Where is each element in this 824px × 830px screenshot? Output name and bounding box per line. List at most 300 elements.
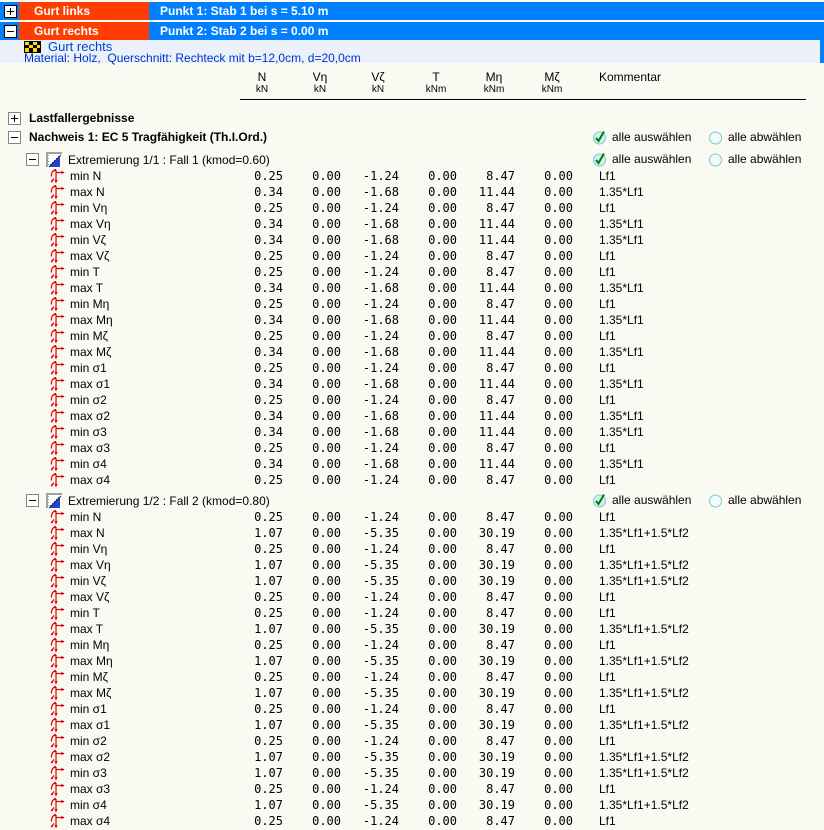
value-cell: 0.00	[428, 361, 457, 375]
row-comment: Lf1	[599, 265, 616, 279]
value-cell: -1.68	[362, 217, 399, 231]
value-cell: -1.68	[362, 233, 399, 247]
selection-controls	[592, 492, 824, 508]
result-row[interactable]	[0, 376, 824, 392]
value-cell: 0.00	[312, 377, 341, 391]
result-row[interactable]	[0, 312, 824, 328]
value-cell: 0.00	[544, 233, 573, 247]
value-cell: 0.00	[544, 734, 573, 748]
row-comment: 1.35*Lf1	[599, 457, 644, 471]
row-label: min σ2	[70, 734, 107, 748]
local-axes-icon	[49, 376, 66, 392]
result-row[interactable]	[0, 621, 824, 637]
row-label: max N	[70, 185, 105, 199]
value-cell: 8.47	[486, 814, 515, 828]
value-cell: 0.25	[254, 814, 283, 828]
value-cell: 0.00	[544, 798, 573, 812]
value-cell: 0.00	[428, 265, 457, 279]
row-label: max Vη	[70, 217, 111, 231]
value-cell: 0.00	[544, 686, 573, 700]
result-row[interactable]	[0, 669, 824, 685]
row-comment: 1.35*Lf1	[599, 313, 644, 327]
value-cell: 0.00	[428, 750, 457, 764]
value-cell: 0.00	[544, 814, 573, 828]
row-comment: 1.35*Lf1	[599, 185, 644, 199]
value-cell: 0.00	[544, 393, 573, 407]
row-comment: 1.35*Lf1+1.5*Lf2	[599, 622, 689, 636]
row-label: min T	[70, 606, 100, 620]
result-row[interactable]	[0, 717, 824, 733]
row-comment: Lf1	[599, 297, 616, 311]
row-comment: Lf1	[599, 393, 616, 407]
result-row[interactable]	[0, 360, 824, 376]
row-comment: 1.35*Lf1	[599, 281, 644, 295]
value-cell: -5.35	[362, 558, 399, 572]
row-comment: 1.35*Lf1+1.5*Lf2	[599, 686, 689, 700]
column-header-kommentar: Kommentar	[599, 70, 662, 84]
value-cell: -1.24	[362, 249, 399, 263]
section-name-tab[interactable]: Gurt links	[19, 2, 149, 20]
row-label: max σ1	[70, 377, 111, 391]
local-axes-icon	[49, 781, 66, 797]
local-axes-icon	[49, 701, 66, 717]
row-comment: Lf1	[599, 782, 616, 796]
result-row[interactable]	[0, 589, 824, 605]
row-comment: 1.35*Lf1	[599, 377, 644, 391]
tree-node-nachweis-1[interactable]	[0, 129, 824, 145]
value-cell: 0.00	[428, 297, 457, 311]
value-cell: -1.24	[362, 169, 399, 183]
deselect-all-label[interactable]: alle abwählen	[728, 152, 802, 166]
select-all-label[interactable]: alle auswählen	[612, 130, 692, 144]
local-axes-icon	[49, 216, 66, 232]
value-cell: 0.34	[254, 313, 283, 327]
local-axes-icon	[49, 765, 66, 781]
value-cell: 0.34	[254, 377, 283, 391]
group-header[interactable]	[0, 151, 824, 168]
result-row[interactable]	[0, 200, 824, 216]
local-axes-icon	[49, 456, 66, 472]
collapse-icon[interactable]	[4, 25, 17, 38]
collapse-icon[interactable]	[8, 131, 21, 144]
value-cell: 0.25	[254, 265, 283, 279]
local-axes-icon	[49, 328, 66, 344]
value-cell: 0.25	[254, 606, 283, 620]
row-comment: Lf1	[599, 542, 616, 556]
value-cell: 0.00	[312, 622, 341, 636]
group-rows	[0, 168, 824, 488]
value-cell: 0.00	[428, 622, 457, 636]
row-comment: 1.35*Lf1	[599, 425, 644, 439]
row-label: max T	[70, 622, 104, 636]
value-cell: 0.00	[428, 734, 457, 748]
local-axes-icon	[49, 392, 66, 408]
value-cell: 0.00	[544, 185, 573, 199]
value-cell: 8.47	[486, 201, 515, 215]
value-cell: 11.44	[478, 217, 515, 231]
row-label: max σ3	[70, 441, 111, 455]
value-cell: 1.07	[254, 750, 283, 764]
column-header-t: T	[432, 70, 440, 84]
value-cell: 0.00	[312, 281, 341, 295]
value-cell: 0.00	[544, 201, 573, 215]
collapse-icon[interactable]	[26, 153, 39, 166]
row-comment: 1.35*Lf1+1.5*Lf2	[599, 526, 689, 540]
result-row[interactable]	[0, 605, 824, 621]
row-label: max Mζ	[70, 345, 112, 359]
value-cell: -5.35	[362, 622, 399, 636]
result-row[interactable]	[0, 216, 824, 232]
value-cell: 0.00	[312, 798, 341, 812]
row-comment: 1.35*Lf1+1.5*Lf2	[599, 766, 689, 780]
empty-circle-icon	[708, 130, 723, 145]
check-circle-icon	[592, 152, 607, 167]
local-axes-icon	[49, 605, 66, 621]
result-row[interactable]	[0, 280, 824, 296]
value-cell: 0.00	[428, 473, 457, 487]
value-cell: 0.00	[428, 329, 457, 343]
section-header-gurt-links[interactable]	[0, 2, 824, 20]
local-axes-icon	[49, 232, 66, 248]
select-all-radio[interactable]	[592, 493, 708, 508]
result-row[interactable]	[0, 557, 824, 573]
local-axes-icon	[49, 717, 66, 733]
value-cell: 0.00	[428, 201, 457, 215]
row-label: max σ2	[70, 750, 111, 764]
cross-section-title: Gurt rechts	[48, 39, 113, 54]
value-cell: 8.47	[486, 297, 515, 311]
value-cell: 0.00	[428, 313, 457, 327]
deselect-all-label[interactable]: alle abwählen	[728, 130, 802, 144]
result-row[interactable]	[0, 232, 824, 248]
result-row[interactable]	[0, 541, 824, 557]
deselect-all-radio[interactable]	[708, 152, 824, 167]
value-cell: 0.25	[254, 441, 283, 455]
value-cell: 0.00	[428, 702, 457, 716]
local-axes-icon	[49, 408, 66, 424]
extremierung-group-2	[0, 492, 824, 829]
value-cell: 0.25	[254, 329, 283, 343]
section-name-tab[interactable]: Gurt rechts	[19, 22, 149, 40]
row-comment: Lf1	[599, 473, 616, 487]
value-cell: -1.24	[362, 393, 399, 407]
result-row[interactable]	[0, 701, 824, 717]
value-cell: 0.00	[544, 473, 573, 487]
row-comment: 1.35*Lf1	[599, 345, 644, 359]
result-row[interactable]	[0, 637, 824, 653]
value-cell: 0.00	[544, 425, 573, 439]
local-axes-icon	[49, 797, 66, 813]
select-all-radio[interactable]	[592, 130, 708, 145]
value-cell: 0.00	[312, 233, 341, 247]
value-cell: 8.47	[486, 329, 515, 343]
local-axes-icon	[49, 541, 66, 557]
value-cell: 0.00	[428, 409, 457, 423]
section-info-panel	[0, 40, 824, 63]
value-cell: -1.68	[362, 377, 399, 391]
value-cell: 0.00	[428, 574, 457, 588]
check-circle-icon	[592, 493, 607, 508]
expand-icon[interactable]	[4, 5, 17, 18]
value-cell: 0.00	[544, 638, 573, 652]
row-label: min N	[70, 169, 102, 183]
value-cell: 1.07	[254, 558, 283, 572]
value-cell: 0.00	[312, 814, 341, 828]
row-label: max σ2	[70, 409, 111, 423]
row-label: max σ1	[70, 718, 111, 732]
result-row[interactable]	[0, 344, 824, 360]
local-axes-icon	[49, 280, 66, 296]
header-divider	[240, 99, 806, 100]
row-comment: Lf1	[599, 702, 616, 716]
value-cell: 0.00	[428, 558, 457, 572]
row-label: min σ1	[70, 361, 107, 375]
value-cell: 0.00	[544, 574, 573, 588]
deselect-all-radio[interactable]	[708, 130, 824, 145]
section-header-gurt-rechts[interactable]	[0, 22, 824, 40]
result-row[interactable]	[0, 525, 824, 541]
result-row[interactable]	[0, 424, 824, 440]
value-cell: -5.35	[362, 766, 399, 780]
result-row[interactable]	[0, 733, 824, 749]
value-cell: 30.19	[478, 718, 515, 732]
local-axes-icon	[49, 637, 66, 653]
local-axes-icon	[49, 248, 66, 264]
row-comment: 1.35*Lf1+1.5*Lf2	[599, 558, 689, 572]
value-cell: -1.24	[362, 265, 399, 279]
group-header[interactable]	[0, 492, 824, 509]
select-all-radio[interactable]	[592, 152, 708, 167]
value-cell: -1.24	[362, 329, 399, 343]
value-cell: 0.00	[312, 590, 341, 604]
local-axes-icon	[49, 168, 66, 184]
row-comment: Lf1	[599, 510, 616, 524]
value-cell: 0.00	[544, 345, 573, 359]
value-cell: 0.00	[428, 233, 457, 247]
value-cell: 0.00	[544, 558, 573, 572]
value-cell: 0.34	[254, 217, 283, 231]
value-cell: 8.47	[486, 249, 515, 263]
deselect-all-label[interactable]: alle abwählen	[728, 493, 802, 507]
collapse-icon[interactable]	[26, 494, 39, 507]
result-row[interactable]	[0, 328, 824, 344]
result-row[interactable]	[0, 813, 824, 829]
value-cell: 0.25	[254, 393, 283, 407]
value-cell: -1.24	[362, 702, 399, 716]
result-row[interactable]	[0, 765, 824, 781]
empty-circle-icon	[708, 152, 723, 167]
value-cell: 0.00	[312, 702, 341, 716]
local-axes-icon	[49, 669, 66, 685]
row-comment: Lf1	[599, 169, 616, 183]
value-cell: 0.25	[254, 590, 283, 604]
empty-circle-icon	[708, 493, 723, 508]
result-row[interactable]	[0, 685, 824, 701]
row-label: min Mη	[70, 297, 110, 311]
value-cell: 30.19	[478, 766, 515, 780]
local-axes-icon	[49, 557, 66, 573]
result-row[interactable]	[0, 408, 824, 424]
value-cell: 0.00	[428, 393, 457, 407]
value-cell: 0.25	[254, 782, 283, 796]
value-cell: -1.68	[362, 409, 399, 423]
column-header-vzeta: Vζ	[371, 70, 385, 84]
value-cell: 11.44	[478, 345, 515, 359]
tree-node-lastfallergebnisse[interactable]	[0, 110, 824, 126]
value-cell: 8.47	[486, 510, 515, 524]
value-cell: 1.07	[254, 574, 283, 588]
value-cell: 0.00	[544, 718, 573, 732]
local-axes-icon	[49, 296, 66, 312]
value-cell: 0.00	[312, 249, 341, 263]
value-cell: 8.47	[486, 590, 515, 604]
row-label: max Vζ	[70, 590, 110, 604]
value-cell: 0.00	[312, 217, 341, 231]
value-cell: 0.00	[544, 542, 573, 556]
result-row[interactable]	[0, 264, 824, 280]
value-cell: 0.00	[544, 169, 573, 183]
row-comment: Lf1	[599, 670, 616, 684]
value-cell: 0.00	[544, 265, 573, 279]
expand-icon[interactable]	[8, 112, 21, 125]
local-axes-icon	[49, 813, 66, 829]
value-cell: 11.44	[478, 377, 515, 391]
row-label: max N	[70, 526, 105, 540]
column-unit: kN	[255, 84, 269, 95]
value-cell: 0.00	[544, 510, 573, 524]
column-unit: kN	[371, 84, 385, 95]
value-cell: 0.00	[428, 425, 457, 439]
value-cell: 0.34	[254, 281, 283, 295]
row-comment: 1.35*Lf1+1.5*Lf2	[599, 798, 689, 812]
value-cell: 30.19	[478, 798, 515, 812]
value-cell: 11.44	[478, 457, 515, 471]
select-all-label[interactable]: alle auswählen	[612, 152, 692, 166]
value-cell: 0.00	[312, 473, 341, 487]
value-cell: 8.47	[486, 542, 515, 556]
result-row[interactable]	[0, 440, 824, 456]
deselect-all-radio[interactable]	[708, 493, 824, 508]
value-cell: 1.07	[254, 622, 283, 636]
value-cell: 0.00	[544, 782, 573, 796]
result-row[interactable]	[0, 781, 824, 797]
select-all-label[interactable]: alle auswählen	[612, 493, 692, 507]
value-cell: 0.00	[312, 766, 341, 780]
value-cell: 0.25	[254, 510, 283, 524]
value-cell: -5.35	[362, 798, 399, 812]
result-row[interactable]	[0, 248, 824, 264]
row-comment: Lf1	[599, 201, 616, 215]
value-cell: 0.00	[312, 265, 341, 279]
value-cell: 0.00	[312, 638, 341, 652]
value-cell: 8.47	[486, 473, 515, 487]
row-comment: Lf1	[599, 590, 616, 604]
result-row[interactable]	[0, 749, 824, 765]
value-cell: 0.00	[428, 606, 457, 620]
value-cell: 8.47	[486, 638, 515, 652]
group-rows	[0, 509, 824, 829]
value-cell: 0.00	[312, 558, 341, 572]
value-cell: 8.47	[486, 441, 515, 455]
value-cell: 0.00	[544, 377, 573, 391]
column-header-n: N	[257, 70, 267, 84]
value-cell: -1.68	[362, 457, 399, 471]
result-row[interactable]	[0, 797, 824, 813]
result-row[interactable]	[0, 296, 824, 312]
extremes-chart-icon	[46, 152, 62, 168]
local-axes-icon	[49, 264, 66, 280]
result-row[interactable]	[0, 509, 824, 525]
row-label: min σ1	[70, 702, 107, 716]
value-cell: -1.24	[362, 734, 399, 748]
local-axes-icon	[49, 360, 66, 376]
row-comment: 1.35*Lf1+1.5*Lf2	[599, 750, 689, 764]
column-header-veta: Vη	[312, 70, 328, 84]
value-cell: -1.24	[362, 814, 399, 828]
value-cell: 0.00	[544, 766, 573, 780]
result-row[interactable]	[0, 573, 824, 589]
row-label: max Mζ	[70, 686, 112, 700]
value-cell: -5.35	[362, 654, 399, 668]
value-cell: 0.00	[544, 606, 573, 620]
check-circle-icon	[592, 130, 607, 145]
value-cell: 0.00	[544, 702, 573, 716]
group-title: Extremierung 1/1 : Fall 1 (kmod=0.60)	[68, 152, 270, 167]
column-unit: kNm	[541, 84, 563, 95]
value-cell: 0.00	[544, 622, 573, 636]
value-cell: 0.00	[428, 542, 457, 556]
value-cell: 0.00	[428, 345, 457, 359]
value-cell: 0.00	[544, 441, 573, 455]
row-comment: 1.35*Lf1+1.5*Lf2	[599, 718, 689, 732]
value-cell: 8.47	[486, 702, 515, 716]
value-cell: 0.00	[312, 345, 341, 359]
result-row[interactable]	[0, 168, 824, 184]
value-cell: 0.00	[312, 409, 341, 423]
value-cell: -1.24	[362, 590, 399, 604]
value-cell: 0.00	[428, 185, 457, 199]
local-axes-icon	[49, 733, 66, 749]
row-label: min σ3	[70, 425, 107, 439]
local-axes-icon	[49, 685, 66, 701]
row-label: min σ3	[70, 766, 107, 780]
row-label: min Vη	[70, 201, 108, 215]
row-label: min Vζ	[70, 574, 106, 588]
result-row[interactable]	[0, 392, 824, 408]
tree-node-label: Lastfallergebnisse	[29, 111, 135, 125]
value-cell: -1.24	[362, 201, 399, 215]
result-row[interactable]	[0, 472, 824, 488]
result-row[interactable]	[0, 184, 824, 200]
value-cell: -1.68	[362, 345, 399, 359]
result-row[interactable]	[0, 456, 824, 472]
value-cell: 0.00	[312, 313, 341, 327]
value-cell: 0.25	[254, 542, 283, 556]
row-label: min N	[70, 510, 102, 524]
value-cell: 0.00	[428, 169, 457, 183]
local-axes-icon	[49, 621, 66, 637]
value-cell: 0.00	[544, 217, 573, 231]
value-cell: 0.34	[254, 409, 283, 423]
row-comment: 1.35*Lf1	[599, 233, 644, 247]
local-axes-icon	[49, 472, 66, 488]
extremes-chart-icon	[46, 493, 62, 509]
value-cell: 0.25	[254, 201, 283, 215]
value-cell: 8.47	[486, 265, 515, 279]
result-row[interactable]	[0, 653, 824, 669]
value-cell: 0.00	[428, 718, 457, 732]
value-cell: 0.00	[428, 638, 457, 652]
